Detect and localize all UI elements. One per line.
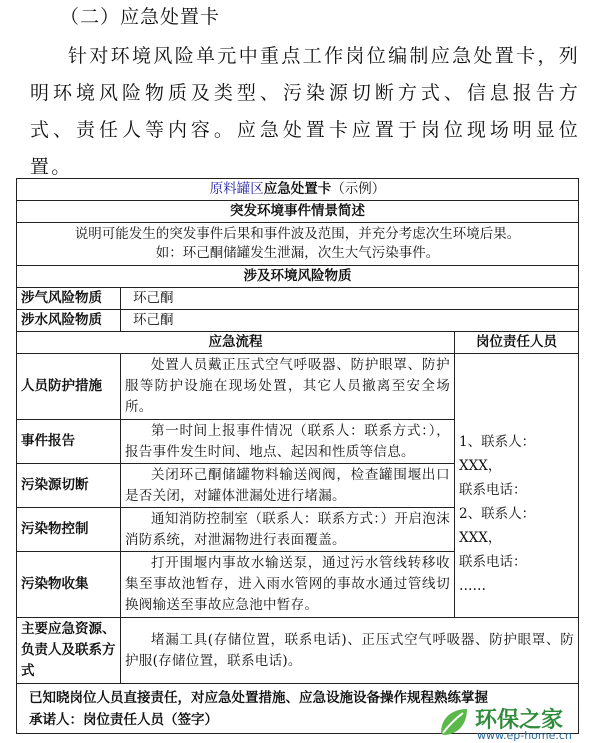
leaf-icon xyxy=(437,705,471,739)
commitment-line: 已知晓岗位人员直接责任，对应急处置措施、应急设施设备操作规程熟练掌握 xyxy=(29,689,488,706)
scenario-header-row xyxy=(17,201,579,223)
card-title-prefix: 原料罐区 xyxy=(209,181,264,197)
step-text: 处置人员戴正压式空气呼吸器、防护眼罩、防护服等防护设施在现场处置，其它人员撤离至安全场所。 xyxy=(121,354,455,420)
scenario-desc: 说明可能发生的突发事件后果和事件波及范围，并充分考虑次生环境后果。 xyxy=(74,226,521,242)
step-text: 关闭环己酮储罐物料输送阀阀，检查罐围堰出口是否关闭，对罐体泄漏处进行堵漏。 xyxy=(121,464,455,508)
scenario-example: 如：环己酮储罐发生泄漏，次生大气污染事件。 xyxy=(155,245,440,261)
gas-value: 环己酮 xyxy=(121,288,579,310)
step-text: 第一时间上报事件情况（联系人：联系方式：），报告事件发生时间、地点、起因和性质等信息。 xyxy=(121,420,455,464)
section-heading: （二）应急处置卡 xyxy=(60,6,221,28)
responsible-header: 岗位责任人员 xyxy=(455,332,579,354)
site-logo xyxy=(437,703,587,741)
scenario-desc-row xyxy=(17,223,579,266)
process-header: 应急流程 xyxy=(17,332,455,354)
process-header-row xyxy=(17,332,579,354)
scenario-header: 突发环境事件情景简述 xyxy=(17,201,579,223)
step-text: 通知消防控制室（联系人：联系方式：）开启泡沫消防系统，对泄漏物进行表面覆盖。 xyxy=(121,508,455,552)
substances-header: 涉及环境风险物质 xyxy=(17,266,579,288)
responsible-line: 1、联系人：XXX， xyxy=(459,434,536,474)
signature-line: 承诺人：岗位责任人员（签字） xyxy=(29,711,218,728)
responsible-line: 2、联系人：XXX， xyxy=(459,506,536,546)
responsible-cell xyxy=(455,354,579,618)
step-text: 打开围堰内事故水输送泵，通过污水管线转移收集至事故池暂存，进入雨水管网的事故水通过管线切换阀输送至事故应急池中暂存。 xyxy=(121,552,455,618)
resources-text: 堵漏工具(存储位置，联系电话)、正压式空气呼吸器、防护眼罩、防护服(存储位置，联系电话)。 xyxy=(121,618,579,684)
step-label: 事件报告 xyxy=(17,420,121,464)
step-label: 污染物收集 xyxy=(17,552,121,618)
water-substance-row xyxy=(17,310,579,332)
responsible-line: …… xyxy=(459,578,486,594)
gas-label: 涉气风险物质 xyxy=(17,288,121,310)
resources-row xyxy=(17,618,579,684)
logo-name: 环保之家 xyxy=(475,708,564,733)
emergency-card-table xyxy=(16,178,579,734)
logo-url: www.ep-home.cn xyxy=(477,729,572,742)
card-title-row xyxy=(17,179,579,201)
responsible-line: 联系电话： xyxy=(459,482,527,498)
substances-header-row xyxy=(17,266,579,288)
card-title-suffix: （示例） xyxy=(331,181,386,197)
gas-substance-row xyxy=(17,288,579,310)
step-label: 污染源切断 xyxy=(17,464,121,508)
resources-label: 主要应急资源、负责人及联系方式 xyxy=(17,618,121,684)
step-label: 人员防护措施 xyxy=(17,354,121,420)
step-row xyxy=(17,354,579,420)
intro-paragraph: 针对环境风险单元中重点工作岗位编制应急处置卡，列明环境风险物质及类型、污染源切断方式、信息报告方式、责任人等内容。应急处置卡应置于岗位现场明显位置。 xyxy=(30,45,580,178)
card-title-main: 应急处置卡 xyxy=(263,181,332,197)
step-label: 污染物控制 xyxy=(17,508,121,552)
responsible-line: 联系电话： xyxy=(459,554,527,570)
water-value: 环己酮 xyxy=(121,310,579,332)
water-label: 涉水风险物质 xyxy=(17,310,121,332)
